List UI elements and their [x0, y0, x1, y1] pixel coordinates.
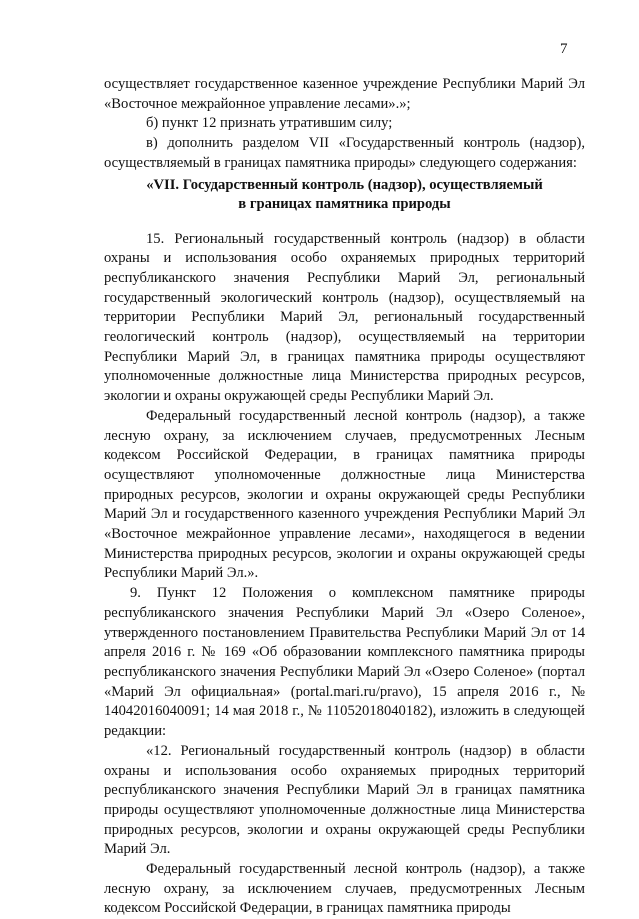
section-heading-line-2: в границах памятника природы — [238, 195, 451, 212]
section-heading — [104, 176, 585, 214]
paragraph-12-new: «12. Региональный государственный контроль (надзор) в области охраны и использования особо охраняемых природных территорий республиканского значения Республики Марий Эл в границах памятника природы осуществляют уполномоченные должностные лица Министерства природных ресурсов, экологии и охраны окружающей среды Республики Марий Эл. — [104, 742, 585, 858]
paragraph-item-b: б) пункт 12 признать утратившим силу; — [146, 115, 393, 132]
section-spacer — [104, 214, 585, 230]
paragraph-item-v: в) дополнить разделом VII «Государственный контроль (надзор), осуществляемый в границах памятника природы» следующего содержания: — [104, 135, 585, 171]
paragraph-continuation: осуществляет государственное казенное учреждение Республики Марий Эл «Восточное межрайонное управление лесами».»; — [104, 76, 585, 112]
paragraph-15: 15. Региональный государственный контроль (надзор) в области охраны и использования особо охраняемых природных территорий республиканского значения Республики Марий Эл, региональный государственный экологический контроль (надзор), осуществляемый на территории Республики Марий Эл, региональный государственный геологический контроль (надзор), осуществляемый на территории Республики Марий Эл, в границах памятника природы осуществляют уполномоченные должностные лица Министерства природных ресурсов, экологии и охраны окружающей среды Республики Марий Эл. — [104, 230, 585, 405]
page-number: 7 — [560, 41, 568, 57]
paragraph-item-9: 9. Пункт 12 Положения о комплексном памятнике природы республиканского значения Республики Марий Эл «Озеро Соленое», утвержденного постановлением Правительства Республики Марий Эл от 14 апреля 2016 г. № 169 «Об образовании комплексного памятника природы республиканского значения Республики Марий Эл «Озеро Соленое» (портал «Марий Эл официальная» (portal.mari.ru/pravo), 15 апреля 2016 г., № 14042016040091; 14 мая 2018 г., № 11052018040182), изложить в следующей редакции: — [104, 585, 585, 740]
section-heading-line-1: «VII. Государственный контроль (надзор), осуществляемый — [146, 176, 543, 193]
paragraph-forest-control-1: Федеральный государственный лесной контроль (надзор), а также лесную охрану, за исключением случаев, предусмотренных Лесным кодексом Российской Федерации, в границах памятника природы осуществляют уполномоченные должностные лица Министерства природных ресурсов, экологии и охраны окружающей среды Республики Марий Эл и государственного казенного учреждения Республики Марий Эл «Восточное межрайонное управление лесами», находящегося в ведении Министерства природных ресурсов, экологии и охраны окружающей среды Республики Марий Эл.». — [104, 407, 585, 582]
paragraph-forest-control-2: Федеральный государственный лесной контроль (надзор), а также лесную охрану, за исключением случаев, предусмотренных Лесным кодексом Российской Федерации, в границах памятника природы — [104, 861, 585, 917]
document-body — [104, 75, 585, 919]
